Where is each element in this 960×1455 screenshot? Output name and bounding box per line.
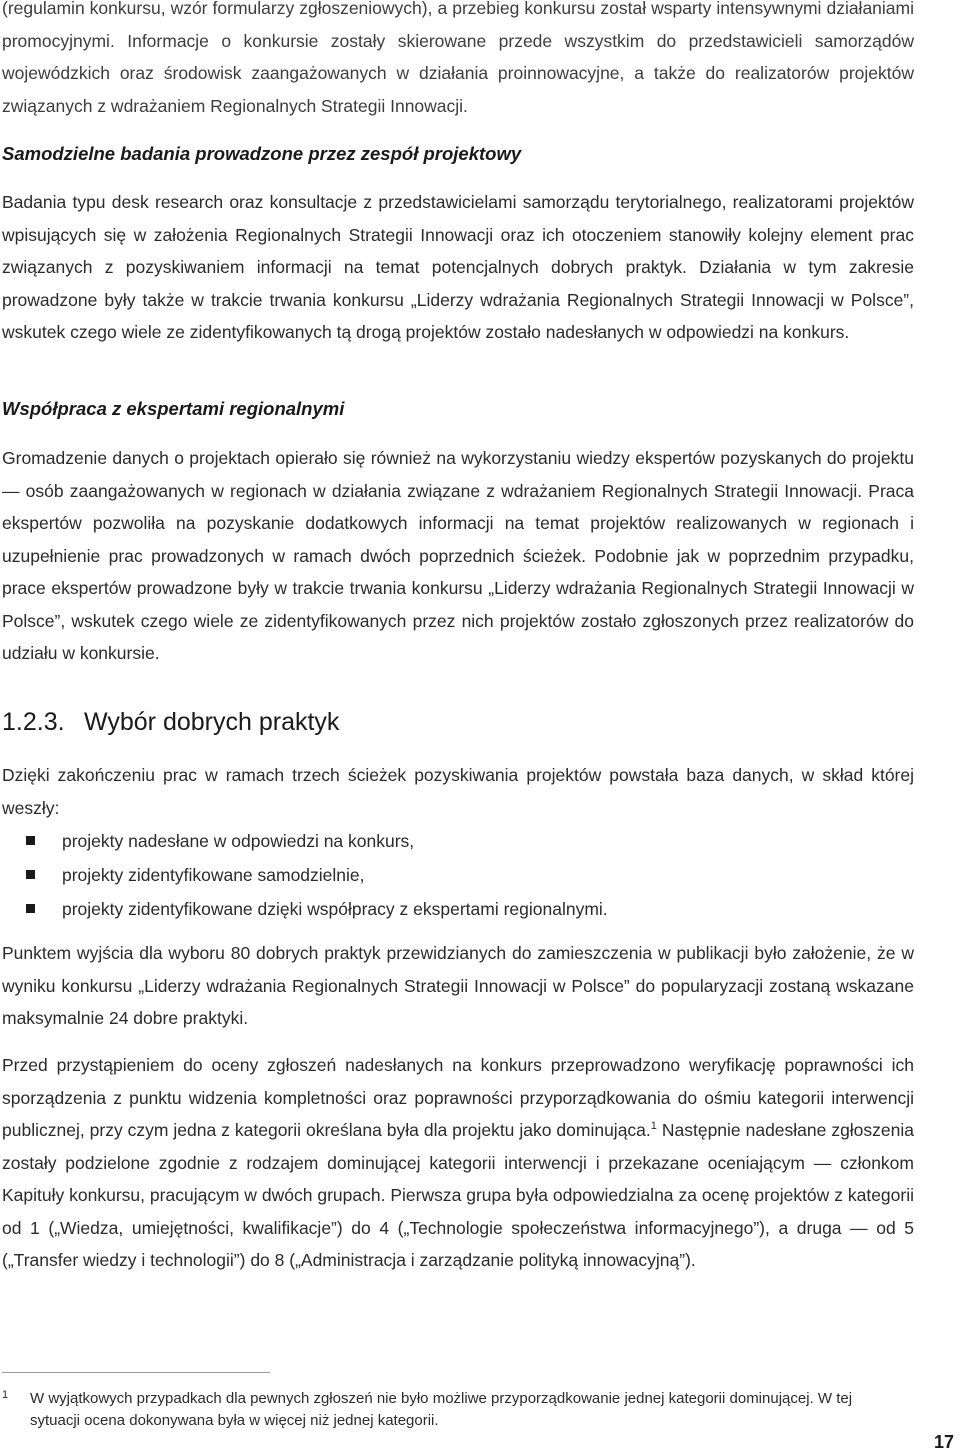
section-number: 1.2.3. [2,708,65,736]
list-item: projekty zidentyfikowane samodzielnie, [26,858,608,892]
paragraph-starting-point: Punktem wyjścia dla wyboru 80 dobrych praktyk przewidzianych do zamieszczenia w publikacji było założenie, że w wyniku konkursu „Liderzy wdrażania Regionalnych Strategii Innowacji w Polsce” do popularyzacji zostaną wskazane maksymalnie 24 dobre praktyki. [2,943,914,1028]
square-bullet-icon [26,904,35,913]
heading-own-research: Samodzielne badania prowadzone przez zespół projektowy [2,143,522,164]
footnote-text: W wyjątkowych przypadkach dla pewnych zgłoszeń nie było możliwe przyporządkowanie jednej kategorii dominującej. W tej sytuacji ocena dokonywana była w więcej niż jednej kategorii. [30,1390,853,1429]
footnote-reference: 1 [650,1120,657,1133]
footnote-divider [2,1372,270,1373]
selection-lead: Dzięki zakończeniu prac w ramach trzech ścieżek pozyskiwania projektów powstała baza danych, w skład której weszły: [2,765,914,818]
paragraph-own-research: Badania typu desk research oraz konsultacje z przedstawicielami samorządu terytorialnego, realizatorami projektów wpisujących się w założenia Regionalnych Strategii Innowacji oraz ich otoczeniem stanowiły kolejny element prac związanych z pozyskiwaniem informacji na temat potencjalnych dobrych praktyk. Działania w tym zakresie prowadzone były także w trakcie trwania konkursu „Liderzy wdrażania Regionalnych Strategii Innowacji w Polsce”, wskutek czego wiele ze zidentyfikowanych tą drogą projektów zostało nadesłanych w odpowiedzi na konkurs. [2,192,914,342]
section-heading [2,708,339,737]
square-bullet-icon [26,870,35,879]
heading-experts: Współpraca z ekspertami regionalnymi [2,398,345,419]
paragraph-experts: Gromadzenie danych o projektach opierało się również na wykorzystaniu wiedzy ekspertów pozyskanych do projektu — osób zaangażowanych w regionach w działania związane z wdrażaniem Regionalnych Strategii Innowacji. Praca ekspertów pozwoliła na pozyskanie dodatkowych informacji na temat projektów realizowanych w regionach i uzupełnienie prac prowadzonych w ramach dwóch poprzednich ścieżek. Podobnie jak w poprzednim przypadku, prace ekspertów prowadzone były w trakcie trwania konkursu „Liderzy wdrażania Regionalnych Strategii Innowacji w Polsce”, wskutek czego wiele ze zidentyfikowanych przez nich projektów zostało zgłoszonych przez realizatorów do udziału w konkursie. [2,448,914,663]
footnote [2,1388,882,1432]
paragraph-evaluation: Przed przystąpieniem do oceny zgłoszeń nadesłanych na konkurs przeprowadzono weryfikację poprawności ich sporządzenia z punktu widzenia kompletności oraz poprawności przyporządkowania do ośmiu kategorii interwencji publicznej, przy czym jedna z kategorii określana była dla projektu jako dominująca.$^1$ Następnie nadesłane zgłoszenia zostały podzielone zgodnie z rodzajem dominującej kategorii interwencji i przekazane oceniającym — członkom Kapituły konkursu, pracującym w dwóch grupach. Pierwsza grupa była odpowiedzialna za ocenę projektów z kategorii od 1 („Wiedza, umiejętności, kwalifikacje”) do 4 („Technologie społeczeństwa informacyjnego”), a druga — od 5 („Transfer wiedzy i technologii”) do 8 („Administracja i zarządzanie polityką innowacyjną”). [2,1055,915,1270]
list-item: projekty zidentyfikowane dzięki współpracy z ekspertami regionalnymi. [26,892,608,926]
page-number: 17 [933,1432,954,1452]
intro-paragraph: (regulamin konkursu, wzór formularzy zgłoszeniowych), a przebieg konkursu został wsparty intensywnymi działaniami promocyjnymi. Informacje o konkursie zostały skierowane przede wszystkim do przedstawicieli samorządów wojewódzkich oraz środowisk zaangażowanych w działania proinnowacyjne, a także do realizatorów projektów związanych z wdrażaniem Regionalnych Strategii Innowacji. [2,0,914,116]
bullet-list [26,824,608,926]
section-title: Wybór dobrych praktyk [84,708,340,736]
footnote-mark: 1 [2,1389,9,1401]
square-bullet-icon [26,836,35,845]
list-item: projekty nadesłane w odpowiedzi na konkurs, [26,824,608,858]
